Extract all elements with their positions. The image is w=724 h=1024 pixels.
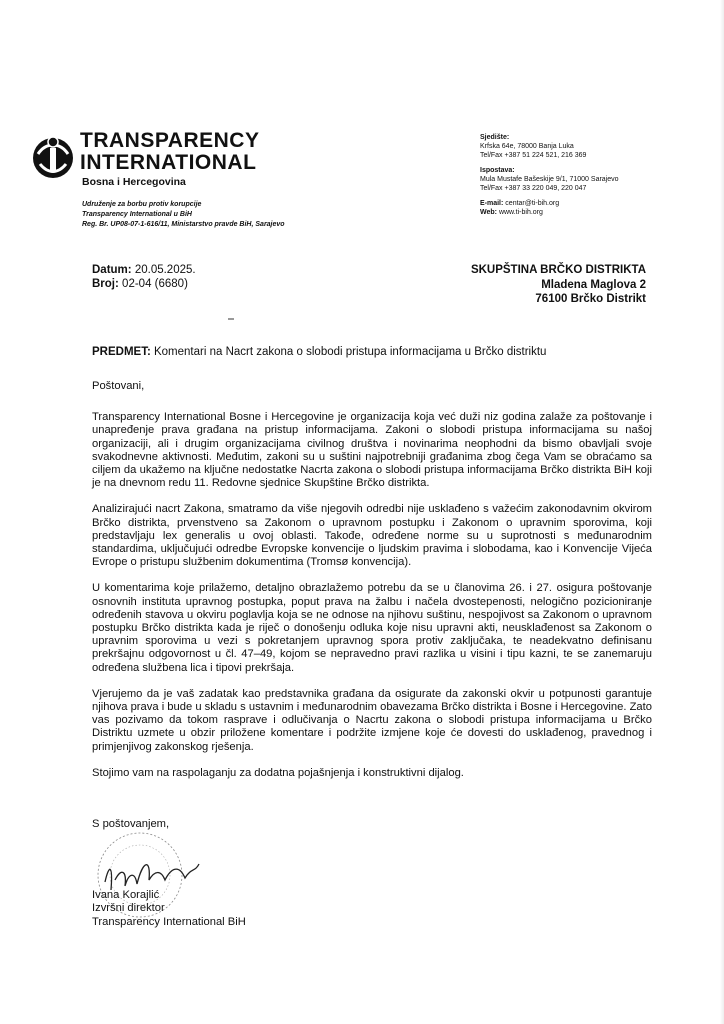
signer-name: Ivana Korajlić [92,889,160,902]
letter-meta [92,263,196,291]
ti-logo-icon [30,128,76,184]
recipient-line: Mladena Maglova 2 [541,278,646,291]
logo-title-line2: INTERNATIONAL [80,151,257,174]
signer-org: Transparency International BiH [92,915,246,928]
email-link[interactable]: centar@ti-bih.org [505,200,560,207]
recipient-block [471,263,646,307]
body-paragraph: Stojimo vam na raspolaganju za dodatna pojašnjenja i konstruktivni dijalog. [92,766,464,779]
signer-title: Izvršni direktor [92,902,165,915]
logo-subtitle: Bosna i Hercegovina [82,176,186,188]
office-line: Tel/Fax +387 33 220 049, 220 047 [480,185,587,192]
closing: S poštovanjem, [92,818,170,830]
signature-block [92,818,292,938]
number-value: 02-04 (6680) [122,278,188,290]
logo-title-line1: TRANSPARENCY [80,129,260,152]
recipient-line: SKUPŠTINA BRČKO DISTRIKTA [470,264,646,276]
recipient-line: 76100 Brčko Distrikt [535,293,646,305]
org-info-line: Reg. Br. UP08-07-1-616/11, Ministarstvo pravde BiH, Sarajevo [82,221,285,228]
date-value: 20.05.2025. [134,264,196,276]
body-paragraph: Transparency International Bosne i Hercegovine je organizacija koja već duži niz godina zalaže za poštovanje i unapređenje prava građana na pristup informacijama. Zakoni o slobodi pristupa informacijama su našoj organizaciji, ali i drugim organizacijama civilnog društva i novinarima neophodni da bismo obavljali svoje svakodnevne aktivnosti. Međutim, zakoni su u suštini najpotrebniji građanima zbog čega Vam se obraćamo sa ciljem da ukažemo na ključne nedostatke Nacrta zakona o slobodi pristupa informacijama Brčko distrikta BiH koji je na dnevnom redu 11. Redovne sjednice Skupštine Brčko distrikta. [92,411,652,490]
scan-edge [720,0,724,1024]
email-label: E-mail: [480,200,504,207]
office-line: Mula Mustafe Bašeskije 9/1, 71000 Sarajevo [480,176,619,183]
date-label: Datum: [92,264,132,276]
contact-block [480,133,690,217]
org-info-line: Transparency International u BiH [82,211,192,218]
body-paragraph: U komentarima koje prilažemo, detaljno obrazlažemo potrebu da se u članovima 26. i 27. osigura poštovanje osnovnih instituta upravnog postupka, poput prava na žalbu i načela dvostepenosti, nelogično pozicioniranje određenih stavova u okviru poglavlja koja se ne odnose na njihovu suštinu, nespojivost sa Zakonom o upravnom postupku Brčko distrikta kada je riječ o donošenju odluka koje nisu upravni akti, neusklađenost sa Zakonom o upravnim sporovima u vezi s pokretanjem upravnog spora protiv zaključaka, te neadekvatno definisanu prekršajnu odgovornost u čl. 47–49, kojom se nepravedno pravi razlika u visini i tipu kazni, te se zanemaruju određena službena lica i tipovi prekršaja. [92,582,652,674]
subject-label: PREDMET: [92,346,151,358]
body-paragraph: Vjerujemo da je vaš zadatak kao predstavnika građana da osigurate da zakonski okvir u potpunosti garantuje njihova prava i bude u skladu s ustavnim i međunarodnim obavezama Brčko distrikta i Bosne i Hercegovine. Zato vas pozivamo da tokom rasprave i odlučivanja o Nacrtu zakona o slobodi pristupa informacijama u Brčko Distriktu uzmete u obzir priložene komentare i podržite izmjene koje će dovesti do usklađenog, pravednog i primjenjivog zakonskog rješenja. [92,687,652,753]
greeting: Poštovani, [92,380,145,392]
org-info [82,200,285,230]
letter-body [92,380,652,793]
org-info-line: Udruženje za borbu protiv korupcije [82,201,202,208]
subject-line [92,346,546,358]
scan-mark [228,318,234,320]
seat-line: Tel/Fax +387 51 224 521, 216 369 [480,152,587,159]
subject-text: Komentari na Nacrt zakona o slobodi pristupa informacijama u Brčko distriktu [153,346,547,358]
number-label: Broj: [92,278,119,290]
web-label: Web: [480,209,497,216]
seat-line: Krfska 64e, 78000 Banja Luka [480,143,574,150]
seat-label: Sjedište: [480,134,510,141]
body-paragraph: Analizirajući nacrt Zakona, smatramo da više njegovih odredbi nije usklađeno s važećim zakonodavnim okvirom Brčko distrikta, prvenstveno sa Zakonom o upravnom postupku i Zakonom o upravnim sporovima, koji predstavljaju lex generalis u ovoj oblasti. Takođe, određene norme su u suprotnosti s međunarodnim standardima, uključujući odredbe Evropske konvencije o ljudskim pravima i slobodama, kao i Konvencije Vijeća Evrope o pristupu službenim dokumentima (Tromsø konvencija). [92,503,652,569]
office-label: Ispostava: [480,167,515,174]
web-link[interactable]: www.ti-bih.org [498,209,543,216]
